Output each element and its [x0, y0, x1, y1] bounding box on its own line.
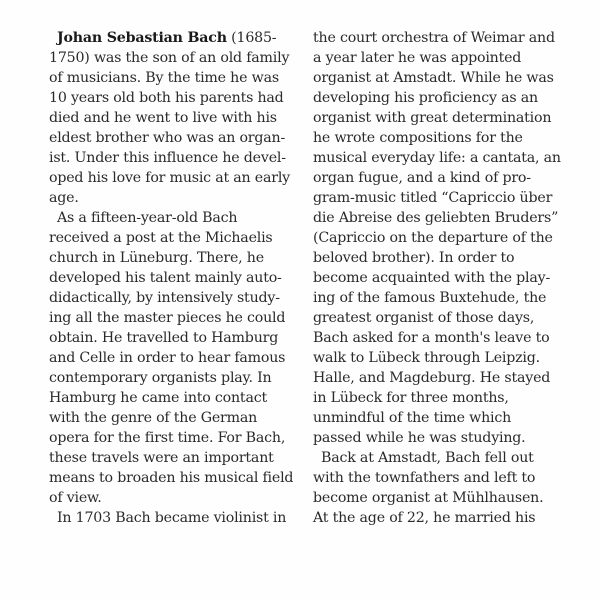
- text-line: [313, 268, 583, 288]
- line-text: died and he went to live with his: [49, 110, 277, 126]
- text-line: [313, 248, 583, 268]
- line-text: walk to Lübeck through Leipzig.: [313, 350, 540, 366]
- text-line: [49, 288, 299, 308]
- line-text: organist with great determination: [313, 110, 552, 126]
- text-line: [49, 188, 299, 208]
- text-line: [49, 328, 299, 348]
- text-line: [313, 88, 583, 108]
- line-text: 1750) was the son of an old family: [49, 50, 290, 66]
- text-line: [313, 508, 583, 528]
- text-line: [49, 208, 299, 228]
- line-text: ing all the master pieces he could: [49, 310, 286, 326]
- text-line: [313, 188, 583, 208]
- text-line: [49, 408, 299, 428]
- text-line: [313, 168, 583, 188]
- text-line: [49, 248, 299, 268]
- line-text: developed his talent mainly auto-: [49, 270, 282, 286]
- line-text: 10 years old both his parents had: [49, 90, 284, 106]
- text-line: [313, 368, 583, 388]
- text-column-left: [49, 28, 299, 528]
- line-text: die Abreise des geliebten Bruders”: [313, 210, 559, 226]
- line-text: greatest organist of those days,: [313, 310, 535, 326]
- text-line: [49, 148, 299, 168]
- text-line: [313, 208, 583, 228]
- line-text: eldest brother who was an organ-: [49, 130, 286, 146]
- text-line: [49, 48, 299, 68]
- line-text: with the genre of the German: [49, 410, 258, 426]
- text-line: [49, 468, 299, 488]
- text-line: [49, 388, 299, 408]
- text-line: [313, 468, 583, 488]
- text-line: [313, 48, 583, 68]
- text-line: [313, 488, 583, 508]
- line-text: with the townfathers and left to: [313, 470, 536, 486]
- text-line: [49, 448, 299, 468]
- text-line: [313, 288, 583, 308]
- line-text: Back at Amstadt, Bach fell out: [321, 450, 534, 466]
- text-line: [313, 28, 583, 48]
- text-line: [313, 388, 583, 408]
- line-text: ing of the famous Buxtehude, the: [313, 290, 547, 306]
- text-line: [313, 308, 583, 328]
- lead-name: Johan Sebastian Bach: [57, 30, 227, 46]
- line-text: these travels were an important: [49, 450, 274, 466]
- text-line: [313, 448, 583, 468]
- text-line: [313, 68, 583, 88]
- line-text: As a fifteen-year-old Bach: [57, 210, 238, 226]
- line-text: Hamburg he came into contact: [49, 390, 267, 406]
- line-text: ist. Under this influence he devel-: [49, 150, 286, 166]
- line-text: (Capriccio on the departure of the: [313, 230, 553, 246]
- text-line: [49, 308, 299, 328]
- line-text: contemporary organists play. In: [49, 370, 272, 386]
- line-text: the court orchestra of Weimar and: [313, 30, 555, 46]
- line-text: Halle, and Magdeburg. He stayed: [313, 370, 551, 386]
- text-line: [49, 268, 299, 288]
- text-line: [313, 228, 583, 248]
- line-text: organ fugue, and a kind of pro-: [313, 170, 531, 186]
- text-column-right: [313, 28, 583, 528]
- text-line: [49, 68, 299, 88]
- text-line: [49, 488, 299, 508]
- line-text: age.: [49, 190, 79, 206]
- text-line: [49, 368, 299, 388]
- line-text: and Celle in order to hear famous: [49, 350, 286, 366]
- line-text: developing his proficiency as an: [313, 90, 538, 106]
- line-text: of view.: [49, 490, 102, 506]
- line-text: At the age of 22, he married his: [313, 510, 536, 526]
- text-line: [313, 428, 583, 448]
- line-text: organist at Amstadt. While he was: [313, 70, 554, 86]
- text-line: [49, 508, 299, 528]
- text-line: [313, 328, 583, 348]
- text-line: [49, 28, 299, 48]
- text-line: [313, 148, 583, 168]
- text-line: [313, 128, 583, 148]
- text-line: [49, 168, 299, 188]
- text-line: [49, 428, 299, 448]
- text-line: [49, 228, 299, 248]
- text-line: [313, 408, 583, 428]
- line-text: become acquainted with the play-: [313, 270, 551, 286]
- line-text: become organist at Mühlhausen.: [313, 490, 544, 506]
- line-text: means to broaden his musical field: [49, 470, 294, 486]
- line-text: Bach asked for a month's leave to: [313, 330, 550, 346]
- line-text: unmindful of the time which: [313, 410, 512, 426]
- text-line: [313, 108, 583, 128]
- line-text: gram-music titled “Capriccio über: [313, 190, 553, 206]
- line-text: beloved brother). In order to: [313, 250, 515, 266]
- line-text: obtain. He travelled to Hamburg: [49, 330, 279, 346]
- line-text: in Lübeck for three months,: [313, 390, 509, 406]
- text-line: [313, 348, 583, 368]
- text-line: [49, 348, 299, 368]
- line-text: In 1703 Bach became violinist in: [57, 510, 287, 526]
- line-text: opera for the first time. For Bach,: [49, 430, 286, 446]
- line-text: church in Lüneburg. There, he: [49, 250, 264, 266]
- line-text: didactically, by intensively study-: [49, 290, 280, 306]
- line-text: passed while he was studying.: [313, 430, 526, 446]
- line-text: received a post at the Michaelis: [49, 230, 273, 246]
- line-text: a year later he was appointed: [313, 50, 522, 66]
- text-line: [49, 108, 299, 128]
- line-text: oped his love for music at an early: [49, 170, 290, 186]
- line-text: (1685-: [226, 30, 277, 46]
- text-line: [49, 128, 299, 148]
- text-line: [49, 88, 299, 108]
- line-text: he wrote compositions for the: [313, 130, 523, 146]
- line-text: of musicians. By the time he was: [49, 70, 279, 86]
- line-text: musical everyday life: a cantata, an: [313, 150, 561, 166]
